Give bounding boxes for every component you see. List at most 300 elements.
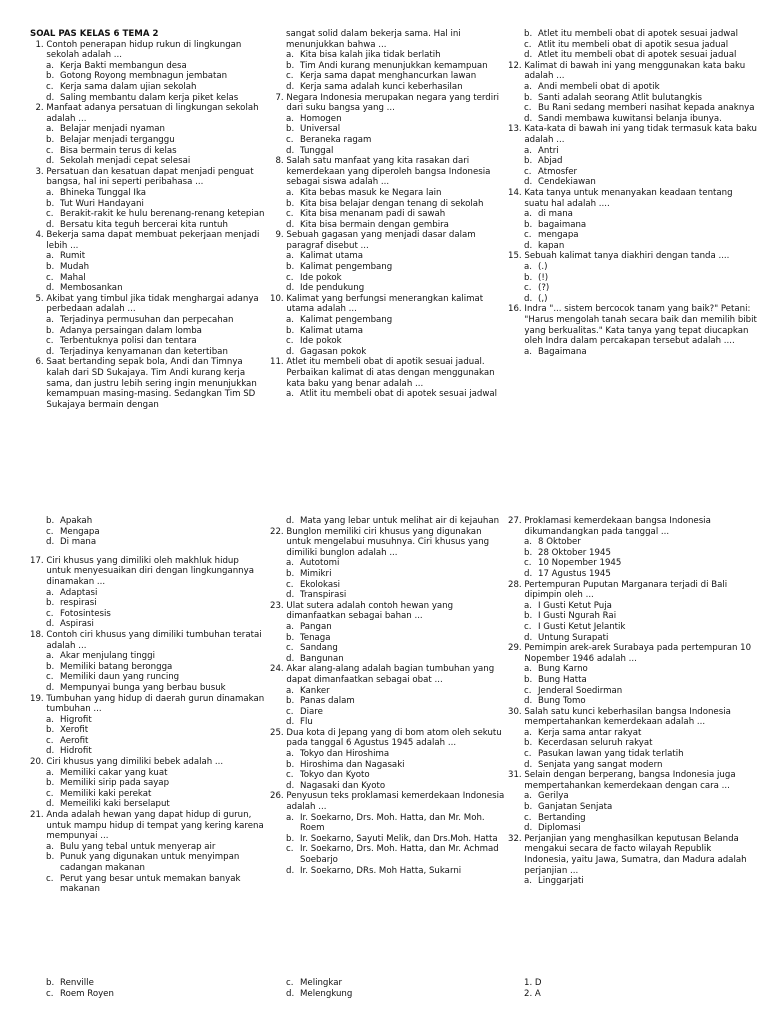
option-text: Flu	[300, 717, 313, 728]
question-6-continuation: sangat solid dalam bekerja sama. Hal ini menunjukkan bahwa ...	[286, 29, 461, 50]
question-number: 25.	[270, 727, 287, 738]
option-text: Hiroshima dan Nagasaki	[300, 759, 405, 770]
answer-option	[270, 188, 505, 199]
option-letter: c.	[286, 978, 294, 988]
option-text: Atlit itu membeli obat di apotek sesuai jadwal	[300, 389, 498, 400]
option-letter: d.	[46, 283, 55, 294]
option-letter: a.	[46, 251, 54, 262]
answer-option	[508, 347, 758, 358]
option-letter: b.	[46, 598, 55, 609]
option-text: Tenaga	[300, 632, 331, 643]
question-1	[30, 40, 265, 61]
answer-option	[30, 527, 265, 538]
option-text: Kerja sama dapat menghancurkan lawan	[300, 71, 477, 82]
answer-option	[30, 672, 265, 683]
answer-option	[270, 347, 505, 358]
question-number: 26.	[270, 791, 287, 802]
option-text: Hidrofit	[60, 746, 92, 757]
option-letter: d.	[46, 346, 55, 357]
column-3-top	[508, 29, 758, 357]
answer-option	[270, 71, 505, 82]
answer-option	[270, 283, 505, 294]
question-text: Sebuah gagasan yang menjadi dasar dalam paragraf disebut ...	[286, 230, 476, 251]
question-9	[270, 230, 505, 251]
answer-option	[30, 156, 265, 167]
option-letter: c.	[524, 166, 532, 177]
option-text: Transpirasi	[300, 590, 347, 601]
option-letter: d.	[286, 219, 295, 230]
question-3	[30, 167, 265, 188]
option-letter: c.	[286, 134, 294, 145]
answer-option	[508, 103, 758, 114]
question-4	[30, 230, 265, 251]
option-letter: a.	[286, 812, 294, 823]
option-letter: a.	[286, 251, 294, 262]
question-number: 23.	[270, 600, 287, 611]
question-text: Kalimat di bawah ini yang menggunakan kata baku adalah ...	[524, 60, 746, 82]
question-6	[30, 357, 265, 410]
answer-option	[270, 834, 505, 845]
option-text: mengapa	[538, 230, 579, 241]
option-text: Aerofit	[60, 735, 89, 746]
option-text: Memiliki kaki perekat	[60, 788, 152, 799]
answer-option	[270, 696, 505, 707]
answer-option	[30, 315, 265, 326]
answer-option	[270, 866, 505, 877]
question-20	[30, 757, 265, 768]
question-7	[270, 93, 505, 114]
answer-option	[508, 220, 758, 231]
option-text: Belajar menjadi terganggu	[60, 134, 175, 145]
option-letter: d.	[46, 682, 55, 693]
option-text: Terjadinya permusuhan dan perpecahan	[60, 315, 234, 326]
answer-option	[30, 251, 265, 262]
option-text: Diare	[300, 706, 323, 717]
answer-option	[270, 654, 505, 665]
option-text: Andi membeli obat di apotik	[538, 81, 660, 92]
option-text: Nagasaki dan Kyoto	[300, 780, 386, 791]
question-number: 5.	[30, 293, 47, 304]
answer-option	[508, 209, 758, 220]
answer-option	[508, 156, 758, 167]
answer-option	[30, 283, 265, 294]
answer-option	[508, 548, 758, 559]
option-text: Ir. Soekarno, Drs. Moh. Hatta, dan Mr. Moh. Roem	[300, 812, 485, 834]
option-letter: a.	[46, 60, 54, 71]
answer-option	[508, 167, 758, 178]
option-text: Ide pokok	[300, 336, 342, 347]
answer-option	[270, 262, 505, 273]
option-text: Kita bebas masuk ke Negara lain	[300, 187, 442, 198]
option-letter: d.	[524, 240, 533, 251]
option-text: Higrofit	[60, 714, 92, 725]
option-letter: c.	[46, 788, 54, 799]
option-letter: d.	[46, 156, 55, 167]
question-24	[270, 664, 505, 685]
option-letter: c.	[46, 672, 54, 683]
option-text: Renville	[60, 978, 94, 988]
option-letter: b.	[286, 568, 295, 579]
option-letter: b.	[286, 325, 295, 336]
question-text: Pertempuran Puputan Marganara terjadi di Bali dipimpin oleh ...	[524, 579, 728, 601]
answer-option	[270, 209, 505, 220]
question-12	[508, 61, 758, 82]
option-text: Universal	[300, 124, 341, 135]
answer-option	[30, 588, 265, 599]
option-letter: c.	[524, 621, 532, 632]
option-letter: b.	[46, 661, 55, 672]
column-3-bottom	[508, 978, 758, 999]
question-8	[270, 156, 505, 188]
answer-option	[270, 633, 505, 644]
option-letter: d.	[524, 113, 533, 124]
answer-option	[270, 336, 505, 347]
answer-option	[270, 516, 505, 527]
answer-option	[270, 590, 505, 601]
option-letter: d.	[46, 619, 55, 630]
answer-option	[508, 823, 758, 834]
option-letter: a.	[524, 664, 532, 675]
option-letter: a.	[46, 841, 54, 852]
answer-option	[508, 230, 758, 241]
answer-option	[270, 569, 505, 580]
spacer	[30, 548, 265, 556]
option-text: Perut yang besar untuk memakan banyak makanan	[60, 873, 241, 895]
option-text: Aspirasi	[60, 619, 94, 630]
question-number: 2.	[30, 103, 47, 114]
question-25	[270, 728, 505, 749]
option-letter: c.	[46, 272, 54, 283]
option-letter: b.	[286, 198, 295, 209]
option-text: Linggarjati	[538, 876, 584, 887]
option-letter: d.	[286, 283, 295, 294]
option-text: Kerja Bakti membangun desa	[60, 60, 187, 71]
answer-option	[30, 852, 265, 873]
answer-option	[270, 389, 505, 400]
option-letter: c.	[46, 81, 54, 92]
option-letter: a.	[524, 346, 532, 357]
option-letter: a.	[524, 145, 532, 156]
answer-option	[30, 199, 265, 210]
answer-option	[270, 61, 505, 72]
question-number: 6.	[30, 357, 47, 368]
answer-option	[30, 347, 265, 358]
option-text: Antri	[538, 145, 559, 156]
option-letter: b.	[286, 262, 295, 273]
option-letter: c.	[286, 272, 294, 283]
option-text: I Gusti Ngurah Rai	[538, 611, 617, 622]
option-letter: b.	[46, 725, 55, 736]
document-title: SOAL PAS KELAS 6 TEMA 2	[30, 29, 159, 39]
question-11	[270, 357, 505, 389]
question-number: 3.	[30, 166, 47, 177]
option-letter: a.	[46, 651, 54, 662]
option-letter: a.	[286, 50, 294, 61]
question-text: Ulat sutera adalah contoh hewan yang dimanfaatkan sebagai bahan ...	[286, 600, 454, 622]
option-text: Tunggal	[300, 145, 334, 156]
option-text: Bu Rani sedang memberi nasihat kepada anaknya	[538, 103, 755, 114]
option-letter: d.	[46, 537, 55, 548]
option-letter: a.	[286, 558, 294, 569]
answer-option	[270, 760, 505, 771]
question-number: 21.	[30, 810, 47, 821]
option-text: Memiliki sirip pada sayap	[60, 778, 170, 789]
option-letter: a.	[46, 767, 54, 778]
option-letter: c.	[524, 812, 532, 823]
question-text: Anda adalah hewan yang dapat hidup di gurun, untuk mampu hidup di tempat yang kering karena mempunyai ...	[46, 810, 264, 842]
option-letter: c.	[524, 685, 532, 696]
option-text: Xerofit	[60, 725, 89, 736]
option-letter: a.	[524, 600, 532, 611]
question-text: Proklamasi kemerdekaan bangsa Indonesia dikumandangkan pada tanggal ...	[524, 516, 711, 537]
answer-option	[270, 146, 505, 157]
answer-option	[30, 799, 265, 810]
question-26	[270, 791, 505, 812]
option-text: Mahal	[60, 272, 86, 283]
option-text: Bung Hatta	[538, 674, 587, 685]
question-text: Salah satu kunci keberhasilan bangsa Indonesia mempertahankan kemerdekaan adalah ...	[524, 706, 731, 728]
question-number: 1.	[30, 39, 47, 50]
option-text: Ir. Soekarno, Sayuti Melik, dan Drs.Moh. Hatta	[300, 833, 498, 844]
question-14	[508, 188, 758, 209]
option-letter: c.	[286, 844, 294, 855]
answer-option	[508, 177, 758, 188]
option-text: Beraneka ragam	[300, 134, 372, 145]
option-text: (?)	[538, 283, 550, 294]
option-letter: c.	[286, 706, 294, 717]
option-text: 10 Nopember 1945	[538, 558, 622, 569]
answer-option	[270, 82, 505, 93]
option-text: Melengkung	[300, 988, 353, 999]
option-text: Kita bisa bermain dengan gembira	[300, 219, 449, 230]
option-letter: d.	[286, 653, 295, 664]
option-text: Untung Surapati	[538, 632, 609, 643]
option-letter: d.	[524, 177, 533, 188]
question-text: Penyusun teks proklamasi kemerdekaan Indonesia adalah ...	[286, 791, 505, 813]
option-text: Ekolokasi	[300, 579, 340, 590]
question-text: Perjanjian yang menghasilkan keputusan Belanda mengakui secara de facto wilayah Republik Indonesia, yaitu Jawa, Sumatra, dan Madura adalah perjanjian ...	[524, 833, 747, 876]
question-text: Pemimpin arek-arek Surabaya pada pertempuran 10 Nopember 1946 adalah ...	[524, 643, 752, 664]
option-text: Bhineka Tunggal Ika	[60, 187, 147, 198]
answer-option	[30, 609, 265, 620]
option-letter: a.	[524, 727, 532, 738]
option-text: Membosankan	[60, 283, 123, 294]
question-text: Indra "... sistem bercocok tanam yang baik?" Petani: "Harus mengolah tanah secara baik dan memilih bibit yang berkualitas." Kata tanya yang tepat diucapkan oleh Indra dalam percakapan tersebut adalah ....	[524, 304, 757, 347]
option-letter: d.	[286, 780, 295, 791]
answer-option	[30, 768, 265, 779]
option-text: Bagaimana	[538, 346, 587, 357]
question-number: 10.	[270, 293, 287, 304]
answer-option	[270, 315, 505, 326]
answer-option	[508, 813, 758, 824]
question-15	[508, 251, 758, 262]
option-text: Mimikri	[300, 568, 332, 579]
option-text: Ide pokok	[300, 272, 342, 283]
option-text: Adanya persaingan dalam lomba	[60, 325, 202, 336]
option-text: Mempunyai bunga yang berbau busuk	[60, 682, 226, 693]
answer-option	[30, 93, 265, 104]
option-letter: a.	[524, 791, 532, 802]
option-text: Memiliki daun yang runcing	[60, 672, 180, 683]
option-letter: b.	[524, 611, 533, 622]
question-29	[508, 643, 758, 664]
answer-option	[270, 978, 505, 989]
option-letter: d.	[286, 81, 295, 92]
answer-option	[270, 749, 505, 760]
answer-option	[270, 717, 505, 728]
question-text: Ciri khusus yang dimiliki bebek adalah ...	[46, 757, 224, 768]
option-letter: d.	[524, 293, 533, 304]
answer-option	[508, 611, 758, 622]
option-letter: b.	[46, 262, 55, 273]
option-text: respirasi	[60, 598, 97, 609]
option-letter: a.	[286, 113, 294, 124]
answer-option	[508, 760, 758, 771]
answer-option	[30, 124, 265, 135]
question-text: Kalimat yang berfungsi menerangkan kalimat utama adalah ...	[286, 293, 484, 315]
option-text: Panas dalam	[300, 696, 355, 707]
option-letter: c.	[46, 735, 54, 746]
option-text: Pangan	[300, 621, 332, 632]
option-text: Kita bisa belajar dengan tenang di sekolah	[300, 198, 484, 209]
answer-option	[508, 633, 758, 644]
question-number: 29.	[508, 643, 525, 654]
option-text: (,)	[538, 293, 548, 304]
answer-option	[508, 29, 758, 40]
option-text: Autotomi	[300, 558, 340, 569]
option-text: Bersatu kita teguh bercerai kita runtuh	[60, 219, 228, 230]
option-text: Tokyo dan Hiroshima	[300, 749, 390, 760]
option-text: Pasukan lawan yang tidak terlatih	[538, 749, 684, 760]
option-letter: a.	[524, 262, 532, 273]
option-text: Atlet itu membeli obat di apotek sesuai jadwal	[538, 29, 738, 39]
option-text: Kita bisa menanam padi di sawah	[300, 209, 446, 220]
answer-option	[508, 294, 758, 305]
question-number: 4.	[30, 230, 47, 241]
answer-option	[270, 622, 505, 633]
option-text: Diplomasi	[538, 823, 581, 834]
answer-option	[508, 82, 758, 93]
question-text: Negara Indonesia merupakan negara yang terdiri dari suku bangsa yang ...	[286, 92, 500, 114]
option-letter: a.	[286, 621, 294, 632]
option-letter: a.	[46, 714, 54, 725]
answer-option	[270, 114, 505, 125]
answer-option	[30, 188, 265, 199]
option-text: Bangunan	[300, 653, 344, 664]
answer-option	[508, 241, 758, 252]
question-text: Akibat yang timbul jika tidak menghargai adanya perbedaan adalah ...	[46, 293, 259, 315]
column-1-top	[30, 29, 265, 410]
answer-option	[30, 683, 265, 694]
question-number: 24.	[270, 664, 287, 675]
option-letter: a.	[46, 587, 54, 598]
option-letter: b.	[286, 833, 295, 844]
question-21	[30, 810, 265, 842]
answer-option	[30, 978, 265, 989]
answer-option	[508, 664, 758, 675]
answer-option	[508, 601, 758, 612]
option-text: 17 Agustus 1945	[538, 568, 611, 579]
answer-option	[30, 842, 265, 853]
option-text: Kalimat utama	[300, 325, 363, 336]
answer-option	[30, 71, 265, 82]
column-2-bottom	[270, 978, 505, 999]
option-letter: b.	[524, 92, 533, 103]
question-number: 12.	[508, 60, 525, 71]
question-2	[30, 103, 265, 124]
column-1-bottom	[30, 978, 265, 999]
option-text: Punuk yang digunakan untuk menyimpan cadangan makanan	[60, 852, 240, 873]
option-letter: a.	[286, 389, 294, 400]
question-10	[270, 294, 505, 315]
answer-option	[270, 50, 505, 61]
option-text: Belajar menjadi nyaman	[60, 124, 165, 135]
answer-option	[30, 598, 265, 609]
question-30	[508, 707, 758, 728]
question-text: Bekerja sama dapat membuat pekerjaan menjadi lebih ...	[46, 230, 260, 251]
answer-option	[30, 989, 265, 1000]
option-text: Mata yang lebar untuk melihat air di kejauhan	[300, 516, 500, 526]
option-text: Bertanding	[538, 812, 586, 823]
question-number: 19.	[30, 693, 47, 704]
question-5	[30, 294, 265, 315]
answer-option	[30, 82, 265, 93]
answer-option	[508, 273, 758, 284]
column-2-top	[270, 29, 505, 400]
answer-option	[508, 558, 758, 569]
option-text: Atmosfer	[538, 166, 578, 177]
answer-option	[30, 874, 265, 895]
answer-option	[270, 135, 505, 146]
option-text: Kecerdasan seluruh rakyat	[538, 738, 653, 749]
option-letter: d.	[46, 92, 55, 103]
answer-option	[30, 220, 265, 231]
answer-option	[508, 40, 758, 51]
answer-option	[270, 813, 505, 834]
option-text: Gerilya	[538, 791, 569, 802]
answer-option	[30, 789, 265, 800]
answer-option	[270, 558, 505, 569]
option-letter: d.	[286, 590, 295, 601]
option-text: Roem Royen	[60, 988, 114, 999]
column-3-middle	[508, 516, 758, 887]
option-text: Saling membantu dalam kerja piket kelas	[60, 92, 239, 103]
answer-option	[30, 516, 265, 527]
option-text: Ir. Soekarno, Drs. Moh. Hatta, dan Mr. Achmad Soebarjo	[300, 844, 499, 865]
answer-option	[270, 707, 505, 718]
option-letter: c.	[524, 39, 532, 50]
option-letter: d.	[286, 145, 295, 156]
answer-option	[508, 283, 758, 294]
question-text: Ciri khusus yang dimiliki oleh makhluk hidup untuk menyesuaikan diri dengan lingkungannya dinamakan ...	[46, 555, 254, 587]
option-letter: d.	[286, 516, 295, 526]
option-letter: a.	[286, 749, 294, 760]
answer-option	[508, 728, 758, 739]
option-text: Senjata yang sangat modern	[538, 759, 663, 770]
question-text: Manfaat adanya persatuan di lingkungan sekolah adalah ...	[46, 103, 259, 124]
option-letter: b.	[46, 852, 55, 863]
option-letter: d.	[524, 823, 533, 834]
answer-option	[270, 326, 505, 337]
option-letter: c.	[524, 230, 532, 241]
answer-option	[30, 273, 265, 284]
answer-option	[270, 686, 505, 697]
option-text: di mana	[538, 209, 573, 220]
option-text: Tut Wuri Handayani	[60, 198, 144, 209]
question-23	[270, 601, 505, 622]
option-text: I Gusti Ketut Jelantik	[538, 621, 626, 632]
answer-option	[30, 662, 265, 673]
